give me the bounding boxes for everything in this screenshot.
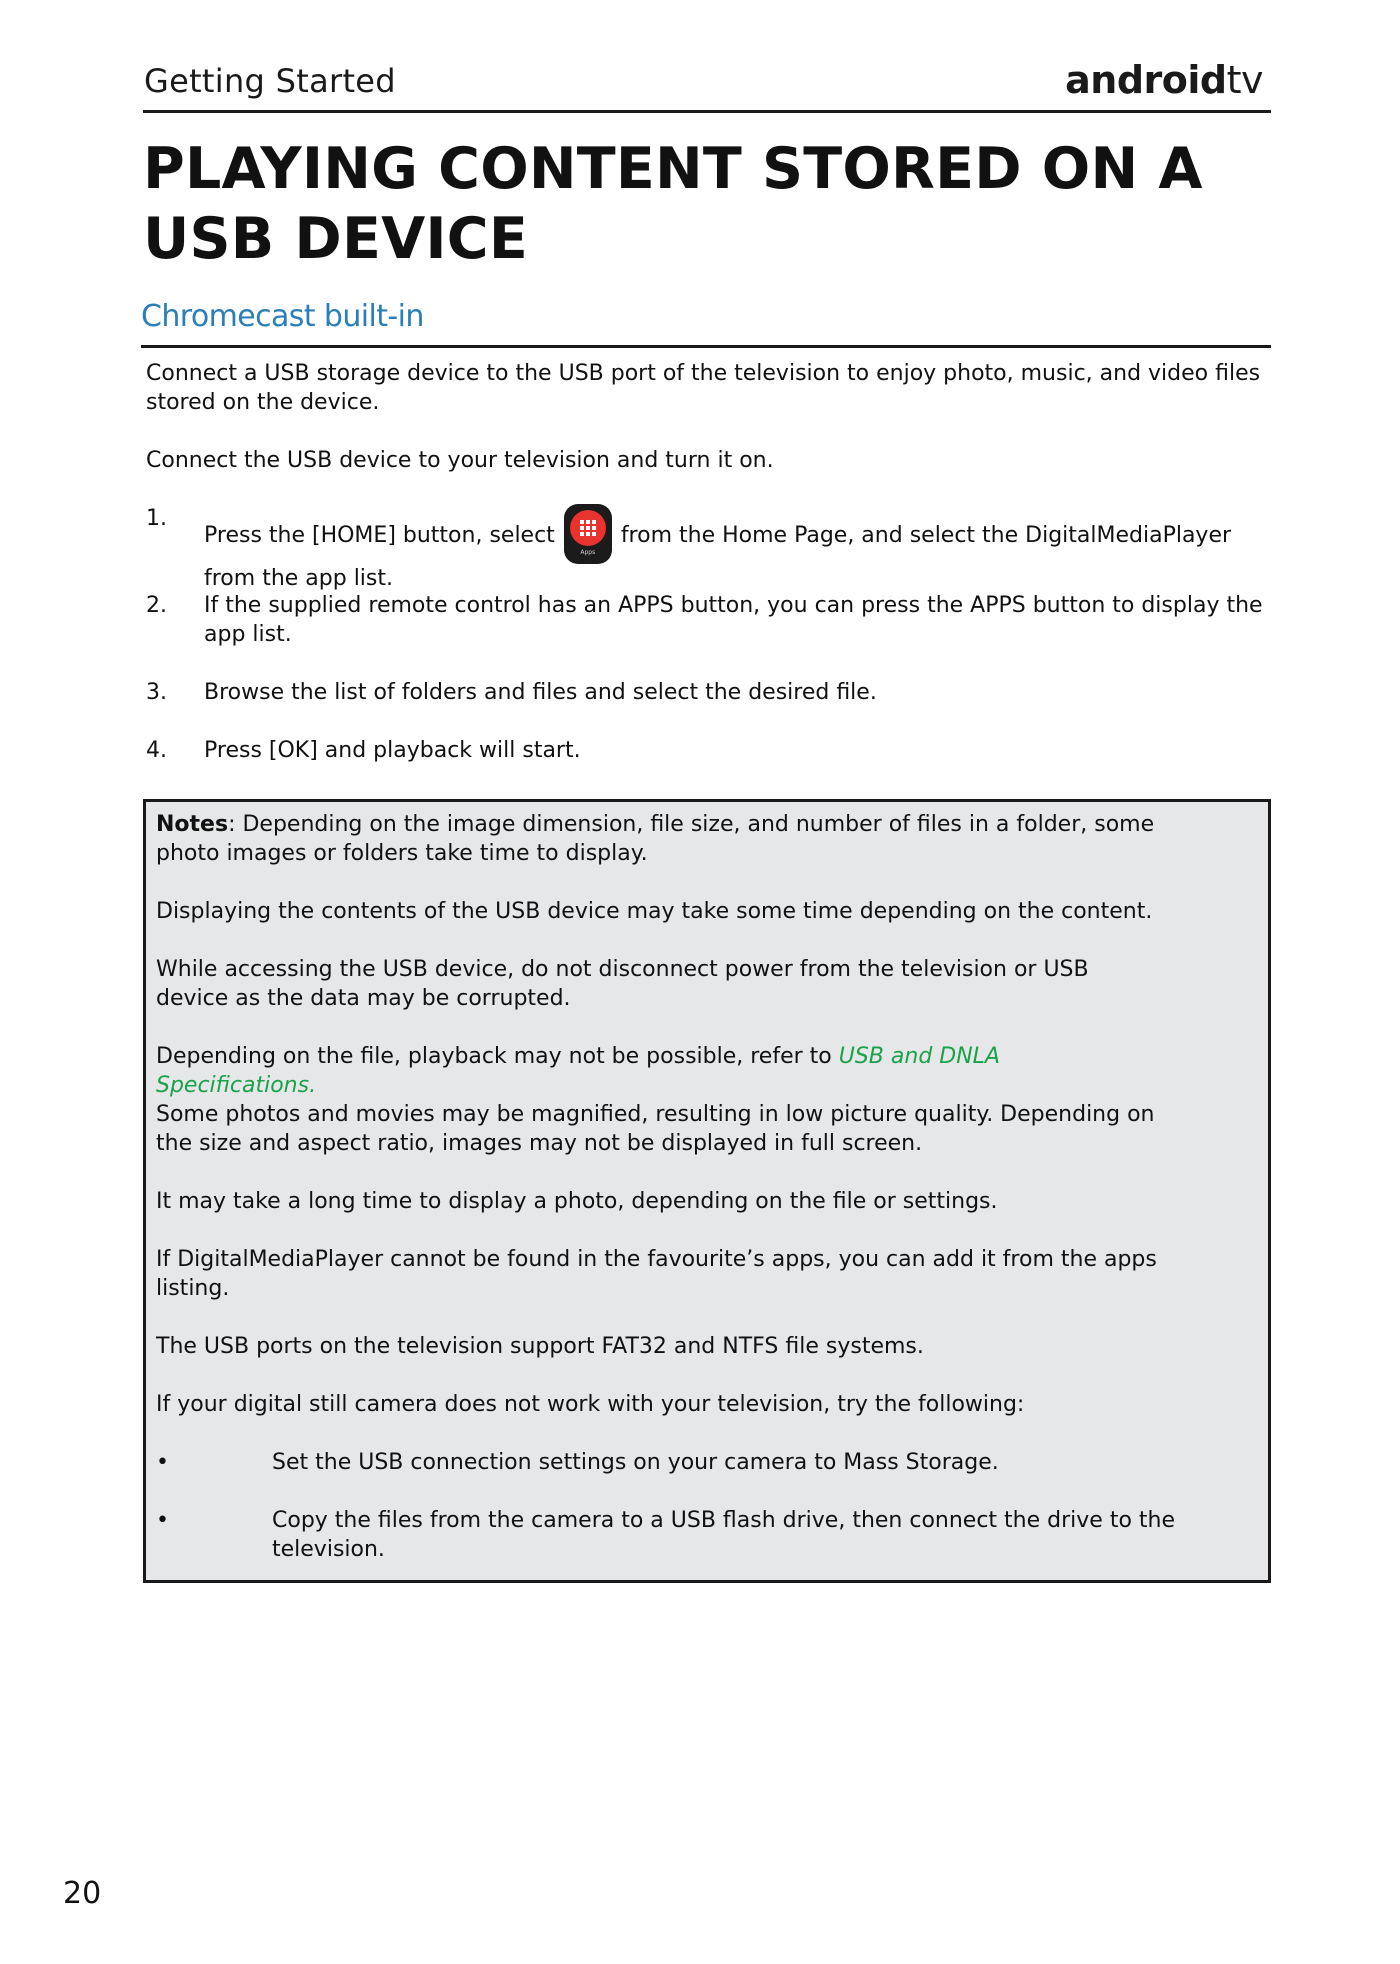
step-text (204, 504, 1274, 593)
step-number: 2. (146, 593, 167, 618)
intro-paragraph-2: Connect the USB device to your television and turn it on. (146, 448, 774, 473)
step-number: 4. (146, 738, 167, 763)
step-number: 3. (146, 680, 167, 705)
note-item: It may take a long time to display a photo, depending on the file or settings. (156, 1189, 998, 1214)
note-item: While accessing the USB device, do not disconnect power from the television or USB device as the data may be corrupted. (156, 957, 1089, 1011)
usb-specs-link[interactable]: USB and DNLA Specifications. (156, 1044, 1000, 1098)
step-number: 1. (146, 506, 167, 531)
note-item: Displaying the contents of the USB device may take some time depending on the content. (156, 899, 1153, 924)
androidtv-logo (1065, 58, 1263, 102)
bullet-mark: • (156, 1508, 169, 1533)
step-text: If the supplied remote control has an APPS button, you can press the APPS button to display the app list. (204, 593, 1263, 647)
apps-icon-label: Apps (580, 549, 596, 556)
page-number: 20 (63, 1876, 102, 1911)
note-item: The USB ports on the television support FAT32 and NTFS file systems. (156, 1334, 924, 1359)
intro-paragraph-1: Connect a USB storage device to the USB port of the television to enjoy photo, music, and video files stored on the device. (146, 361, 1261, 415)
notes-first-text: : Depending on the image dimension, file size, and number of files in a folder, some photo images or folders take time to display. (156, 812, 1155, 866)
section-title: Getting Started (144, 62, 396, 100)
note-item: If your digital still camera does not work with your television, try the following: (156, 1392, 1025, 1417)
page-title: PLAYING CONTENT STORED ON A USB DEVICE (143, 136, 1203, 272)
apps-icon (564, 504, 612, 564)
note-link-item (156, 1042, 1166, 1100)
notes-box (143, 799, 1271, 1583)
note-item: Some photos and movies may be magnified, resulting in low picture quality. Depending on the size and aspect ratio, images may not be displayed in full screen. (156, 1102, 1155, 1156)
note-link-prefix: Depending on the file, playback may not be possible, refer to (156, 1044, 839, 1069)
note-item: If DigitalMediaPlayer cannot be found in the favourite’s apps, you can add it from the apps listing. (156, 1247, 1157, 1301)
bullet-text: Copy the files from the camera to a USB flash drive, then connect the drive to the television. (272, 1508, 1175, 1562)
page-header (143, 58, 1271, 113)
step-text: Browse the list of folders and files and select the desired file. (204, 680, 877, 705)
bullet-text: Set the USB connection settings on your camera to Mass Storage. (272, 1450, 999, 1475)
step-text-before: Press the [HOME] button, select (204, 523, 555, 548)
brand-bold: android (1065, 58, 1227, 102)
grid-icon (580, 520, 596, 536)
subheading (141, 295, 1271, 348)
subheading-text: Chromecast built-in (141, 299, 424, 334)
step-text: Press [OK] and playback will start. (204, 738, 581, 763)
note-first (156, 810, 1166, 868)
bullet-mark: • (156, 1450, 169, 1475)
brand-light: tv (1226, 58, 1263, 102)
step-text-after: from the Home Page, and select the DigitalMediaPlayer from the app list. (204, 523, 1232, 591)
notes-label: Notes (156, 812, 229, 837)
